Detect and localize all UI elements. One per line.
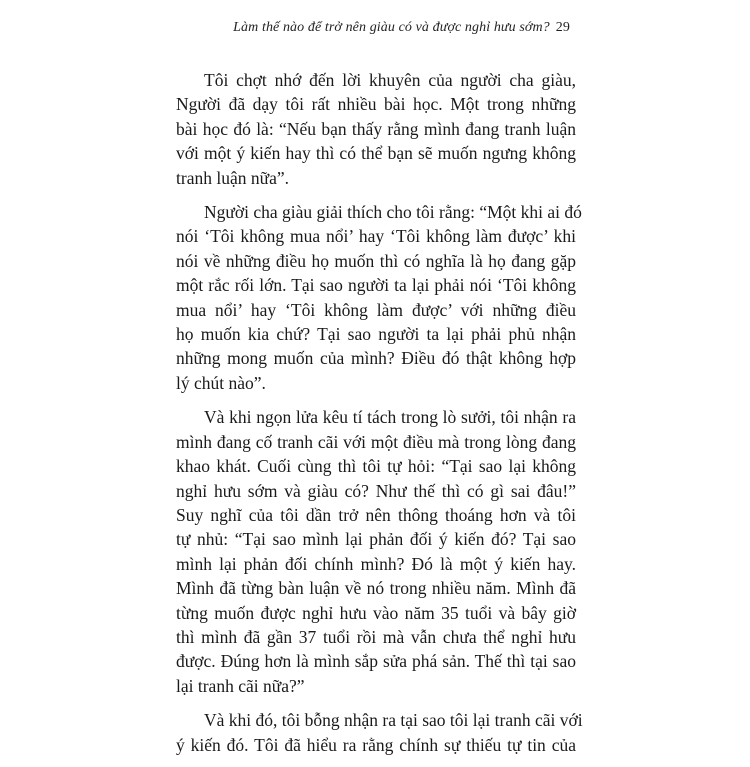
text-line: nghỉ hưu sớm và giàu có? Như thế thì có gì sai đâu!” xyxy=(176,480,576,501)
chapter-title: Làm thế nào để trở nên giàu có và được nghỉ hưu sớm? xyxy=(233,20,550,35)
text-line: nói ‘Tôi không mua nổi’ hay ‘Tôi không làm được’ khi xyxy=(176,226,576,247)
text-line: họ muốn kia chứ? Tại sao người ta lại phải phủ nhận xyxy=(176,324,576,345)
text-line: Tôi chợt nhớ đến lời khuyên của người cha giàu, xyxy=(204,70,576,90)
text-line: từng muốn được nghỉ hưu vào năm 35 tuổi và bây giờ xyxy=(176,602,576,623)
running-header xyxy=(233,20,570,36)
text-line: thì mình đã gần 37 tuổi rồi mà vẫn chưa thể nghỉ hưu xyxy=(176,626,576,647)
text-line: khao khát. Cuối cùng thì tôi tự hỏi: “Tại sao lại không xyxy=(176,456,576,477)
text-line: lý chút nào”. xyxy=(176,372,266,393)
text-line: những mong muốn của mình? Điều đó thật không hợp xyxy=(176,348,576,369)
text-line: lại tranh cãi nữa?” xyxy=(176,675,305,696)
text-line: ý kiến đó. Tôi đã hiểu ra rằng chính sự thiếu tự tin của xyxy=(176,734,576,755)
text-line: Mình đã từng bàn luận về nó trong nhiều năm. Mình đã xyxy=(176,578,576,599)
text-line: Người cha giàu giải thích cho tôi rằng: “Một khi ai đó xyxy=(204,202,582,223)
text-line: tự nhủ: “Tại sao mình lại phản đối ý kiến đó? Tại sao xyxy=(176,529,576,550)
body-text xyxy=(176,68,583,767)
text-line: với một ý kiến hay thì có thể bạn sẽ muốn ngưng không xyxy=(176,143,576,164)
paragraph xyxy=(176,68,576,190)
text-line: Suy nghĩ của tôi dần trở nên thông thoáng hơn và tôi xyxy=(176,504,576,525)
paragraph xyxy=(176,200,582,395)
text-line: bài học đó là: “Nếu bạn thấy rằng mình đang tranh luận xyxy=(176,118,576,139)
text-line: Người đã dạy tôi rất nhiều bài học. Một trong những xyxy=(176,94,576,115)
text-line: tranh luận nữa”. xyxy=(176,167,289,188)
text-line: Và khi đó, tôi bỗng nhận ra tại sao tôi lại tranh cãi với xyxy=(204,710,583,731)
text-line: mua nổi’ hay ‘Tôi không làm được’ với những điều xyxy=(176,299,576,320)
text-line: được. Đúng hơn là mình sắp sửa phá sản. Thế thì tại sao xyxy=(176,651,576,672)
text-line: nói về những điều họ muốn thì có nghĩa là họ đang gặp xyxy=(176,250,576,271)
text-line: Và khi ngọn lửa kêu tí tách trong lò sưởi, tôi nhận ra xyxy=(204,407,576,428)
text-line: mình đang cố tranh cãi với một điều mà trong lòng đang xyxy=(176,431,576,452)
text-line: một rắc rối lớn. Tại sao người ta lại phải nói ‘Tôi không xyxy=(176,275,576,296)
paragraph xyxy=(176,405,576,698)
page-number: 29 xyxy=(555,20,570,35)
text-line: mình lại phản đối chính mình? Đó là một ý kiến hay. xyxy=(176,553,576,574)
